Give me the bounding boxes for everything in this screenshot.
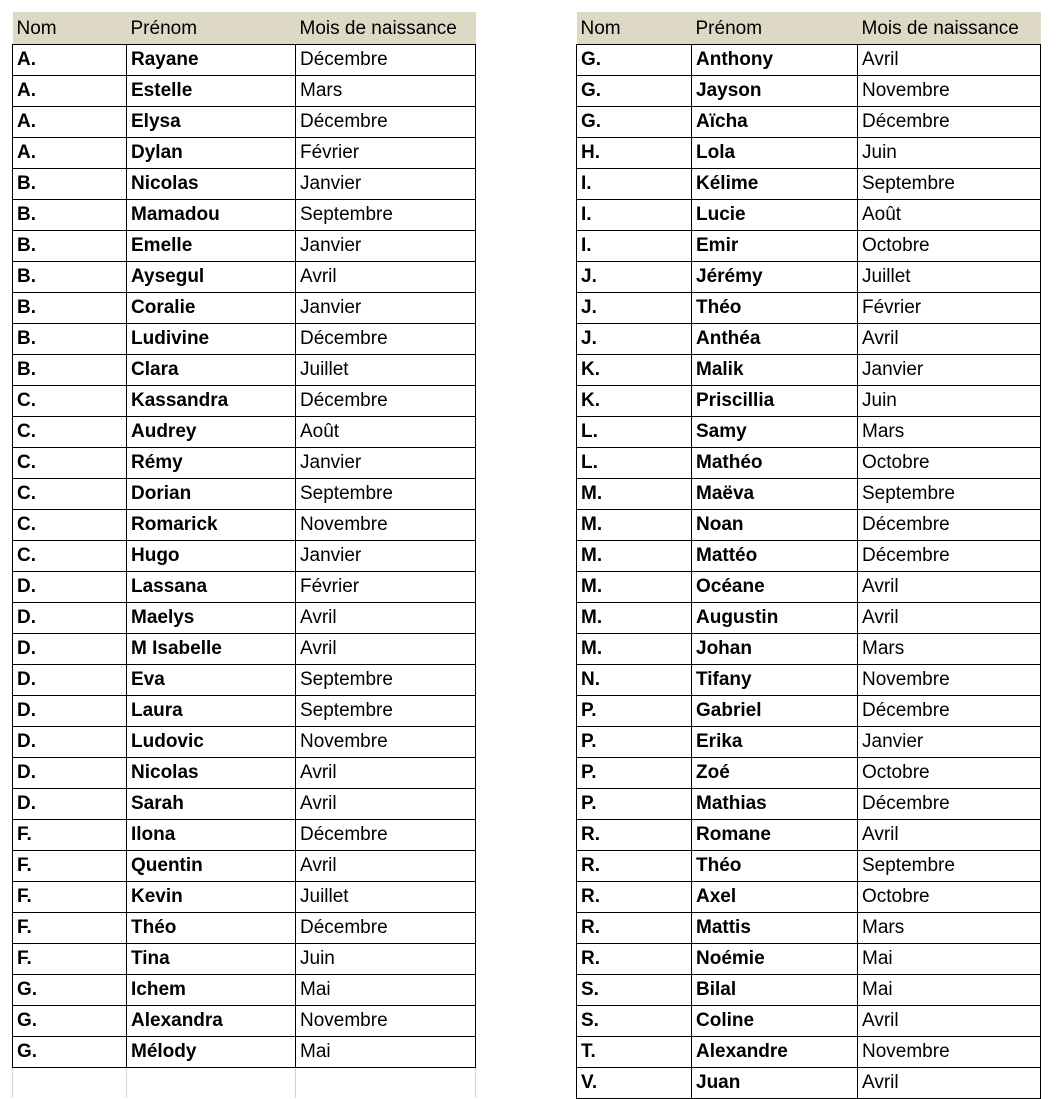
cell-mois: Janvier <box>296 293 476 324</box>
cell-prenom: Maelys <box>127 603 296 634</box>
cell-nom: B. <box>13 262 127 293</box>
table-row <box>577 200 1041 231</box>
cell-mois: Décembre <box>858 696 1041 727</box>
table-row <box>13 45 476 76</box>
cell-mois: Juillet <box>296 882 476 913</box>
cell-mois: Janvier <box>296 448 476 479</box>
cell-nom: H. <box>577 138 692 169</box>
cell-mois: Avril <box>296 851 476 882</box>
cell-nom: G. <box>13 1006 127 1037</box>
cell-prenom: Maëva <box>692 479 858 510</box>
table-row <box>13 758 476 789</box>
table-row <box>13 479 476 510</box>
cell-prenom: Noémie <box>692 944 858 975</box>
cell-mois: Mars <box>858 634 1041 665</box>
cell-prenom: Mattis <box>692 913 858 944</box>
cell-prenom: Lola <box>692 138 858 169</box>
cell-prenom: Théo <box>692 293 858 324</box>
cell-nom: C. <box>13 386 127 417</box>
table-row <box>577 231 1041 262</box>
cell-nom: R. <box>577 820 692 851</box>
table-row <box>577 355 1041 386</box>
table-row <box>13 696 476 727</box>
cell-prenom: Lucie <box>692 200 858 231</box>
table-row <box>577 727 1041 758</box>
cell-prenom: Augustin <box>692 603 858 634</box>
cell-prenom: Axel <box>692 882 858 913</box>
cell-nom: B. <box>13 169 127 200</box>
cell-mois: Avril <box>296 603 476 634</box>
table-row <box>13 200 476 231</box>
cell-mois: Mars <box>296 76 476 107</box>
cell-mois: Avril <box>858 45 1041 76</box>
table-row <box>577 789 1041 820</box>
header-row <box>577 12 1041 45</box>
cell-mois: Décembre <box>858 541 1041 572</box>
cell-nom: C. <box>13 417 127 448</box>
cell-mois: Mai <box>296 975 476 1006</box>
cell-nom: A. <box>13 45 127 76</box>
cell-nom: D. <box>13 758 127 789</box>
cell-nom: S. <box>577 1006 692 1037</box>
table-row <box>13 324 476 355</box>
cell-prenom: Mathias <box>692 789 858 820</box>
table-row <box>13 107 476 138</box>
cell-prenom: Gabriel <box>692 696 858 727</box>
cell-mois: Février <box>296 572 476 603</box>
cell-nom: G. <box>577 107 692 138</box>
cell-prenom: Emelle <box>127 231 296 262</box>
table-row <box>577 417 1041 448</box>
table-row <box>577 1006 1041 1037</box>
cell-mois: Décembre <box>858 789 1041 820</box>
table-row <box>13 851 476 882</box>
header-prenom: Prénom <box>692 12 858 45</box>
cell-mois: Mars <box>858 417 1041 448</box>
table-row <box>577 603 1041 634</box>
cell-mois: Mai <box>858 944 1041 975</box>
cell-nom: I. <box>577 169 692 200</box>
table-row <box>577 1068 1041 1099</box>
table-row <box>13 355 476 386</box>
cell-prenom: Romane <box>692 820 858 851</box>
table-row <box>577 696 1041 727</box>
cell-nom: A. <box>13 138 127 169</box>
left-table <box>12 12 476 1098</box>
table-row <box>577 76 1041 107</box>
cell-nom: D. <box>13 665 127 696</box>
cell-nom: D. <box>13 696 127 727</box>
cell-nom: C. <box>13 541 127 572</box>
table-row <box>577 510 1041 541</box>
cell-prenom: Romarick <box>127 510 296 541</box>
table-row <box>577 572 1041 603</box>
cell-mois: Juin <box>858 386 1041 417</box>
table-row <box>13 417 476 448</box>
cell-mois: Avril <box>858 572 1041 603</box>
header-mois: Mois de naissance <box>296 12 476 45</box>
cell-mois: Décembre <box>858 107 1041 138</box>
table-row <box>577 262 1041 293</box>
cell-prenom: Eva <box>127 665 296 696</box>
cell-nom: R. <box>577 944 692 975</box>
table-row <box>13 231 476 262</box>
cell-prenom: Bilal <box>692 975 858 1006</box>
empty-cell <box>13 1068 127 1098</box>
cell-prenom: Mattéo <box>692 541 858 572</box>
cell-prenom: Juan <box>692 1068 858 1099</box>
cell-mois: Janvier <box>296 169 476 200</box>
cell-nom: M. <box>577 572 692 603</box>
cell-mois: Novembre <box>858 1037 1041 1068</box>
cell-nom: M. <box>577 479 692 510</box>
table-row <box>13 138 476 169</box>
cell-prenom: Théo <box>692 851 858 882</box>
header-row <box>13 12 476 45</box>
cell-prenom: Estelle <box>127 76 296 107</box>
cell-mois: Décembre <box>296 45 476 76</box>
cell-prenom: Erika <box>692 727 858 758</box>
cell-nom: M. <box>577 510 692 541</box>
table-row <box>13 572 476 603</box>
cell-mois: Octobre <box>858 448 1041 479</box>
cell-mois: Avril <box>858 324 1041 355</box>
table-row <box>13 820 476 851</box>
cell-mois: Septembre <box>858 479 1041 510</box>
cell-nom: C. <box>13 510 127 541</box>
cell-nom: F. <box>13 820 127 851</box>
cell-nom: D. <box>13 603 127 634</box>
cell-nom: M. <box>577 541 692 572</box>
cell-mois: Juin <box>858 138 1041 169</box>
table-row <box>577 851 1041 882</box>
cell-prenom: Nicolas <box>127 169 296 200</box>
cell-prenom: Noan <box>692 510 858 541</box>
table-row <box>577 820 1041 851</box>
cell-prenom: Dylan <box>127 138 296 169</box>
cell-mois: Avril <box>858 820 1041 851</box>
cell-mois: Mai <box>858 975 1041 1006</box>
cell-nom: J. <box>577 293 692 324</box>
cell-mois: Août <box>296 417 476 448</box>
cell-nom: V. <box>577 1068 692 1099</box>
cell-mois: Novembre <box>858 76 1041 107</box>
cell-nom: M. <box>577 603 692 634</box>
empty-cell <box>296 1068 476 1098</box>
cell-prenom: Hugo <box>127 541 296 572</box>
cell-mois: Janvier <box>858 355 1041 386</box>
cell-nom: F. <box>13 851 127 882</box>
cell-nom: P. <box>577 789 692 820</box>
empty-cell <box>127 1068 296 1098</box>
cell-prenom: Ilona <box>127 820 296 851</box>
cell-nom: F. <box>13 944 127 975</box>
cell-nom: P. <box>577 727 692 758</box>
cell-prenom: Tina <box>127 944 296 975</box>
table-row <box>577 45 1041 76</box>
table-row <box>577 169 1041 200</box>
cell-nom: R. <box>577 882 692 913</box>
cell-nom: B. <box>13 231 127 262</box>
cell-prenom: Clara <box>127 355 296 386</box>
cell-mois: Janvier <box>296 541 476 572</box>
cell-prenom: Elysa <box>127 107 296 138</box>
cell-mois: Avril <box>296 758 476 789</box>
table-row <box>577 386 1041 417</box>
cell-nom: G. <box>13 975 127 1006</box>
cell-mois: Février <box>858 293 1041 324</box>
cell-nom: D. <box>13 634 127 665</box>
cell-mois: Décembre <box>858 510 1041 541</box>
cell-mois: Novembre <box>296 727 476 758</box>
cell-prenom: Alexandre <box>692 1037 858 1068</box>
cell-prenom: Jérémy <box>692 262 858 293</box>
table-row <box>577 324 1041 355</box>
table-row <box>577 944 1041 975</box>
cell-prenom: Coralie <box>127 293 296 324</box>
header-mois: Mois de naissance <box>858 12 1041 45</box>
table-row <box>577 882 1041 913</box>
cell-mois: Juillet <box>296 355 476 386</box>
table-row <box>13 541 476 572</box>
cell-mois: Septembre <box>296 200 476 231</box>
cell-nom: S. <box>577 975 692 1006</box>
cell-mois: Octobre <box>858 758 1041 789</box>
cell-prenom: Dorian <box>127 479 296 510</box>
table-row <box>13 262 476 293</box>
table-row <box>13 727 476 758</box>
cell-nom: D. <box>13 572 127 603</box>
cell-mois: Avril <box>296 262 476 293</box>
cell-nom: F. <box>13 913 127 944</box>
cell-nom: B. <box>13 355 127 386</box>
cell-nom: C. <box>13 479 127 510</box>
cell-nom: I. <box>577 200 692 231</box>
cell-nom: N. <box>577 665 692 696</box>
cell-prenom: Mélody <box>127 1037 296 1068</box>
cell-nom: B. <box>13 200 127 231</box>
cell-prenom: Alexandra <box>127 1006 296 1037</box>
cell-prenom: Théo <box>127 913 296 944</box>
cell-prenom: Rayane <box>127 45 296 76</box>
table-row <box>13 76 476 107</box>
cell-nom: D. <box>13 789 127 820</box>
cell-prenom: Jayson <box>692 76 858 107</box>
cell-prenom: Lassana <box>127 572 296 603</box>
cell-nom: A. <box>13 107 127 138</box>
cell-mois: Avril <box>296 634 476 665</box>
cell-nom: F. <box>13 882 127 913</box>
cell-prenom: Anthony <box>692 45 858 76</box>
cell-nom: G. <box>577 45 692 76</box>
cell-nom: R. <box>577 913 692 944</box>
cell-nom: K. <box>577 355 692 386</box>
cell-prenom: Mathéo <box>692 448 858 479</box>
cell-mois: Avril <box>296 789 476 820</box>
cell-prenom: Samy <box>692 417 858 448</box>
cell-nom: G. <box>13 1037 127 1068</box>
cell-nom: J. <box>577 324 692 355</box>
cell-mois: Avril <box>858 1006 1041 1037</box>
cell-mois: Septembre <box>296 665 476 696</box>
cell-mois: Janvier <box>296 231 476 262</box>
cell-prenom: Sarah <box>127 789 296 820</box>
cell-nom: P. <box>577 696 692 727</box>
header-nom: Nom <box>13 12 127 45</box>
table-row <box>577 107 1041 138</box>
table-row <box>577 1037 1041 1068</box>
cell-nom: K. <box>577 386 692 417</box>
table-row <box>577 448 1041 479</box>
cell-mois: Mars <box>858 913 1041 944</box>
cell-nom: A. <box>13 76 127 107</box>
cell-mois: Décembre <box>296 324 476 355</box>
cell-nom: L. <box>577 448 692 479</box>
cell-mois: Octobre <box>858 231 1041 262</box>
cell-mois: Octobre <box>858 882 1041 913</box>
table-row <box>13 944 476 975</box>
cell-mois: Janvier <box>858 727 1041 758</box>
table-row <box>13 634 476 665</box>
table-row <box>577 975 1041 1006</box>
cell-mois: Février <box>296 138 476 169</box>
cell-nom: D. <box>13 727 127 758</box>
cell-nom: M. <box>577 634 692 665</box>
cell-mois: Novembre <box>296 1006 476 1037</box>
cell-mois: Septembre <box>296 479 476 510</box>
cell-prenom: Aïcha <box>692 107 858 138</box>
cell-prenom: Kevin <box>127 882 296 913</box>
cell-nom: G. <box>577 76 692 107</box>
table-row <box>13 975 476 1006</box>
cell-nom: I. <box>577 231 692 262</box>
cell-nom: R. <box>577 851 692 882</box>
table-row <box>577 293 1041 324</box>
cell-prenom: Aysegul <box>127 262 296 293</box>
cell-prenom: Zoé <box>692 758 858 789</box>
cell-prenom: Mamadou <box>127 200 296 231</box>
cell-prenom: Nicolas <box>127 758 296 789</box>
cell-mois: Novembre <box>296 510 476 541</box>
cell-nom: L. <box>577 417 692 448</box>
cell-prenom: Ludovic <box>127 727 296 758</box>
cell-mois: Novembre <box>858 665 1041 696</box>
table-row <box>13 913 476 944</box>
table-row <box>577 665 1041 696</box>
cell-prenom: Ludivine <box>127 324 296 355</box>
right-table <box>576 12 1041 1099</box>
cell-mois: Juin <box>296 944 476 975</box>
cell-nom: B. <box>13 324 127 355</box>
cell-prenom: Audrey <box>127 417 296 448</box>
cell-mois: Décembre <box>296 913 476 944</box>
cell-prenom: Rémy <box>127 448 296 479</box>
cell-nom: J. <box>577 262 692 293</box>
cell-prenom: Anthéa <box>692 324 858 355</box>
table-row <box>13 448 476 479</box>
cell-mois: Septembre <box>296 696 476 727</box>
table-row <box>13 603 476 634</box>
table-row <box>13 386 476 417</box>
table-row <box>577 758 1041 789</box>
cell-prenom: Malik <box>692 355 858 386</box>
table-row <box>13 665 476 696</box>
cell-mois: Avril <box>858 1068 1041 1099</box>
cell-prenom: Quentin <box>127 851 296 882</box>
cell-mois: Septembre <box>858 851 1041 882</box>
cell-mois: Décembre <box>296 107 476 138</box>
table-row <box>577 138 1041 169</box>
cell-nom: T. <box>577 1037 692 1068</box>
cell-prenom: M Isabelle <box>127 634 296 665</box>
cell-mois: Juillet <box>858 262 1041 293</box>
cell-prenom: Océane <box>692 572 858 603</box>
cell-mois: Avril <box>858 603 1041 634</box>
cell-prenom: Johan <box>692 634 858 665</box>
cell-prenom: Coline <box>692 1006 858 1037</box>
cell-prenom: Kassandra <box>127 386 296 417</box>
table-row <box>13 882 476 913</box>
header-nom: Nom <box>577 12 692 45</box>
table-row <box>13 293 476 324</box>
empty-row <box>13 1068 476 1098</box>
table-row <box>577 479 1041 510</box>
cell-mois: Septembre <box>858 169 1041 200</box>
cell-nom: P. <box>577 758 692 789</box>
cell-nom: C. <box>13 448 127 479</box>
cell-prenom: Kélime <box>692 169 858 200</box>
cell-mois: Août <box>858 200 1041 231</box>
table-row <box>13 169 476 200</box>
cell-prenom: Emir <box>692 231 858 262</box>
table-row <box>13 1006 476 1037</box>
table-row <box>13 510 476 541</box>
table-row <box>13 1037 476 1068</box>
cell-mois: Mai <box>296 1037 476 1068</box>
cell-nom: B. <box>13 293 127 324</box>
table-row <box>577 913 1041 944</box>
header-prenom: Prénom <box>127 12 296 45</box>
cell-prenom: Ichem <box>127 975 296 1006</box>
cell-prenom: Tifany <box>692 665 858 696</box>
table-row <box>577 541 1041 572</box>
cell-mois: Décembre <box>296 820 476 851</box>
table-row <box>13 789 476 820</box>
table-row <box>577 634 1041 665</box>
cell-prenom: Laura <box>127 696 296 727</box>
cell-prenom: Priscillia <box>692 386 858 417</box>
cell-mois: Décembre <box>296 386 476 417</box>
